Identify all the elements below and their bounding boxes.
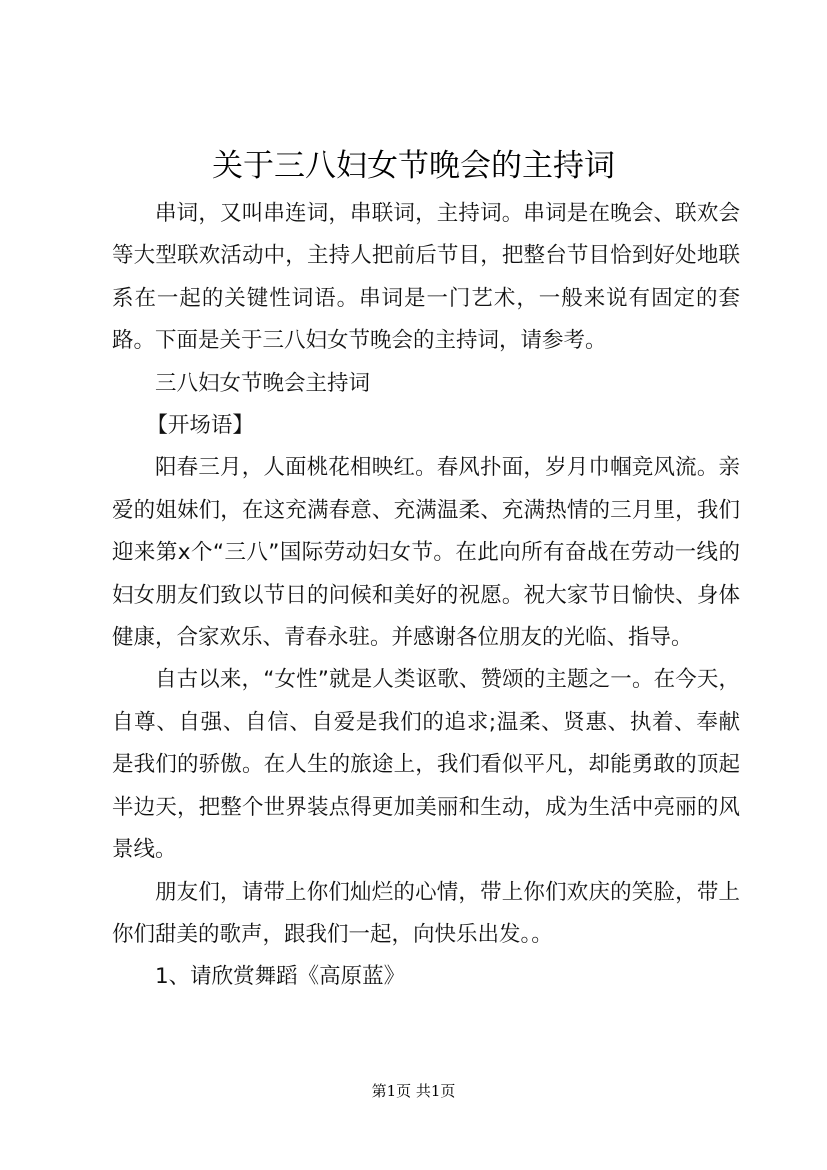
women-paragraph: 自古以来，“女性”就是人类讴歌、赞颂的主题之一。在今天，自尊、自强、自信、自爱是我们的追求;温柔、贤惠、执着、奉献是我们的骄傲。在人生的旅途上，我们看似平凡，却能勇敢的顶起半边天，把整个世界装点得更加美丽和生动，成为生活中亮丽的风景线。	[112, 667, 740, 863]
document-title: 关于三八妇女节晚会的主持词	[212, 148, 615, 184]
invitation-paragraph: 朋友们，请带上你们灿烂的心情，带上你们欢庆的笑脸，带上你们甜美的歌声，跟我们一起，向快乐出发。。	[112, 879, 740, 947]
page-footer: 第1页 共1页	[371, 1082, 456, 1100]
document-body	[112, 193, 740, 999]
opening-label: 【开场语】	[146, 413, 254, 439]
intro-paragraph: 串词，又叫串连词，串联词，主持词。串词是在晚会、联欢会等大型联欢活动中，主持人把前后节目，把整台节目恰到好处地联系在一起的关键性词语。串词是一门艺术，一般来说有固定的套路。下面是关于三八妇女节晚会的主持词，请参考。	[112, 201, 740, 354]
section-heading: 三八妇女节晚会主持词	[155, 370, 371, 396]
opening-paragraph: 阳春三月，人面桃花相映红。春风扑面，岁月巾帼竞风流。亲爱的姐妹们，在这充满春意、充满温柔、充满热情的三月里，我们迎来第x个“三八”国际劳动妇女节。在此向所有奋战在劳动一线的妇女朋友们致以节日的问候和美好的祝愿。祝大家节日愉快、身体健康，合家欢乐、青春永驻。并感谢各位朋友的光临、指导。	[112, 455, 740, 651]
program-item: 1、请欣赏舞蹈《高原蓝》	[155, 964, 406, 990]
